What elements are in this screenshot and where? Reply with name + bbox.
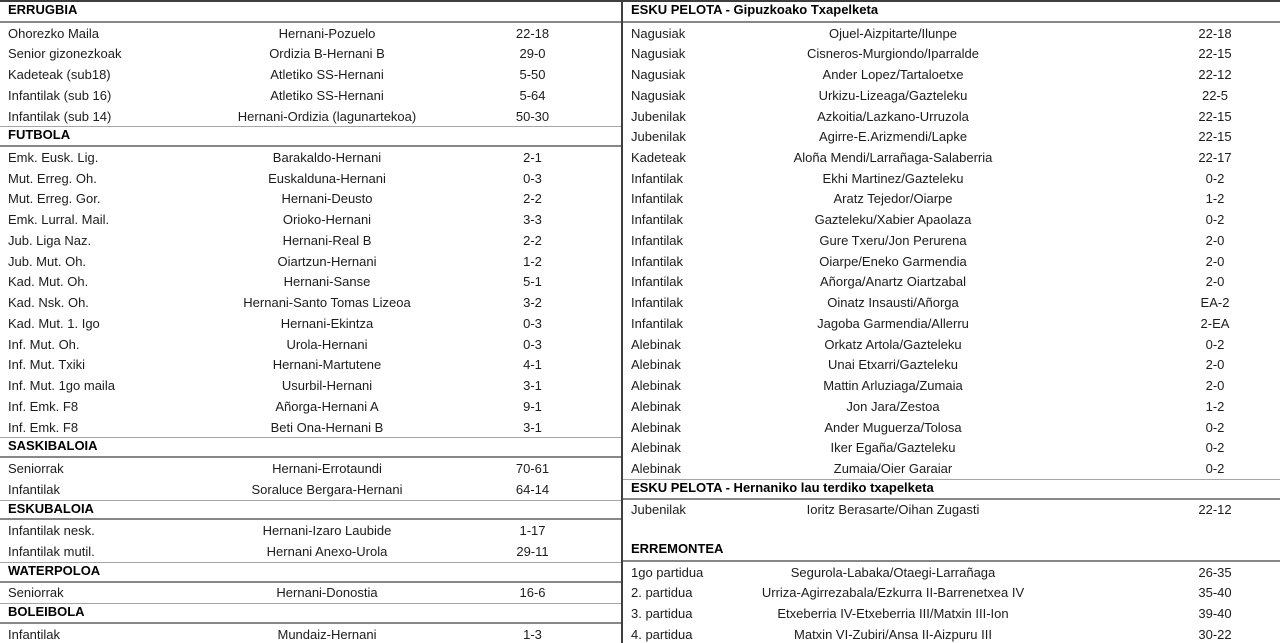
match-cell: Hernani-Real B: [282, 232, 372, 248]
category-cell: Mut. Erreg. Oh.: [8, 170, 97, 186]
category-cell: Nagusiak: [631, 46, 686, 62]
score-cell: 35-40: [1198, 585, 1232, 601]
table-row: [0, 624, 621, 643]
score-cell: 0-2: [1205, 212, 1225, 228]
category-cell: Inf. Emk. F8: [8, 398, 79, 414]
match-cell: Ekhi Martinez/Gazteleku: [822, 170, 964, 186]
category-cell: Mut. Erreg. Gor.: [8, 191, 101, 207]
category-cell: Jubenilak: [631, 502, 686, 518]
match-cell: Beti Ona-Hernani B: [270, 419, 384, 435]
category-cell: 4. partidua: [631, 626, 693, 642]
score-cell: 5-1: [523, 274, 542, 290]
category-cell: Infantilak: [631, 253, 684, 269]
category-cell: Jub. Mut. Oh.: [8, 253, 87, 269]
match-cell: Ander Muguerza/Tolosa: [824, 419, 962, 435]
section-title: BOLEIBOLA: [8, 604, 85, 620]
category-cell: Infantilak: [631, 315, 684, 331]
section-title: ERRUGBIA: [8, 2, 78, 17]
match-cell: Jagoba Garmendia/Allerru: [817, 315, 969, 331]
category-cell: Infantilak (sub 14): [8, 108, 112, 124]
table-row: [0, 251, 621, 272]
match-cell: Usurbil-Hernani: [281, 378, 373, 394]
category-cell: Infantilak: [631, 170, 684, 186]
match-cell: Hernani Anexo-Urola: [266, 543, 388, 559]
table-row: [623, 251, 1280, 272]
section-title: ESKUBALOIA: [8, 500, 94, 516]
category-cell: 3. partidua: [631, 606, 693, 622]
match-cell: Oiarpe/Eneko Garmendia: [819, 253, 967, 269]
table-row: [623, 603, 1280, 624]
match-cell: Añorga-Hernani A: [275, 398, 379, 414]
score-cell: 9-1: [523, 398, 542, 414]
score-cell: 0-3: [523, 170, 542, 186]
table-row: [0, 168, 621, 189]
table-row: [0, 292, 621, 313]
section-title: SASKIBALOIA: [8, 438, 98, 454]
category-cell: Infantilak: [631, 274, 684, 290]
score-cell: 3-3: [523, 212, 542, 228]
table-row: [623, 417, 1280, 438]
table-row: [0, 230, 621, 251]
category-cell: Seniorrak: [8, 585, 64, 601]
match-cell: Orkatz Artola/Gazteleku: [824, 336, 962, 352]
category-cell: Infantilak (sub 16): [8, 87, 112, 103]
category-cell: Ohorezko Maila: [8, 25, 100, 41]
table-row: [0, 189, 621, 210]
match-cell: Barakaldo-Hernani: [272, 150, 382, 165]
table-row: [0, 479, 621, 500]
score-cell: 29-11: [516, 543, 549, 559]
match-cell: Aratz Tejedor/Oiarpe: [833, 191, 953, 207]
match-cell: Mattin Arluziaga/Zumaia: [823, 378, 963, 394]
score-cell: 16-6: [519, 585, 546, 601]
match-cell: Soraluce Bergara-Hernani: [251, 481, 403, 497]
match-cell: Orioko-Hernani: [282, 212, 372, 228]
score-cell: 5-64: [519, 87, 546, 103]
score-cell: 3-2: [523, 295, 542, 311]
category-cell: Jubenilak: [631, 129, 686, 145]
table-row: [623, 354, 1280, 375]
score-cell: 22-15: [1198, 129, 1232, 145]
section-header: [0, 2, 621, 23]
score-cell: 22-18: [1198, 25, 1232, 41]
spacer-row: [623, 520, 1280, 541]
category-cell: Alebinak: [631, 398, 681, 414]
category-cell: Alebinak: [631, 419, 681, 435]
category-cell: Infantilak: [8, 481, 61, 497]
table-row: [623, 292, 1280, 313]
score-cell: 3-1: [523, 378, 542, 394]
category-cell: Kadeteak (sub18): [8, 67, 111, 83]
table-row: [0, 106, 621, 127]
match-cell: Hernani-Pozuelo: [278, 25, 376, 41]
score-cell: 1-2: [1205, 398, 1225, 414]
table-row: [0, 396, 621, 417]
match-cell: Urkizu-Lizeaga/Gazteleku: [818, 87, 968, 103]
category-cell: 1go partidua: [631, 564, 704, 580]
score-cell: 26-35: [1198, 564, 1232, 580]
category-cell: Senior gizonezkoak: [8, 46, 122, 62]
match-cell: Etxeberria IV-Etxeberria III/Matxin III-Ion: [777, 606, 1009, 622]
section-title: WATERPOLOA: [8, 562, 101, 578]
category-cell: Kadeteak: [631, 150, 686, 165]
score-cell: 2-0: [1205, 253, 1225, 269]
table-row: [623, 272, 1280, 293]
match-cell: Aloña Mendi/Larrañaga-Salaberria: [793, 150, 993, 165]
score-cell: 0-3: [523, 315, 542, 331]
table-row: [623, 500, 1280, 521]
match-cell: Iker Egaña/Gazteleku: [830, 440, 956, 456]
match-cell: Mundaiz-Hernani: [277, 626, 377, 642]
match-cell: Jon Jara/Zestoa: [846, 398, 940, 414]
table-row: [623, 313, 1280, 334]
score-cell: 0-2: [1205, 440, 1225, 456]
category-cell: Kad. Nsk. Oh.: [8, 295, 89, 311]
section-header: [0, 603, 621, 624]
match-cell: Oiartzun-Hernani: [277, 253, 377, 269]
table-row: [0, 541, 621, 562]
score-cell: 2-0: [1205, 232, 1225, 248]
score-cell: 1-2: [1205, 191, 1225, 207]
table-row: [623, 147, 1280, 168]
score-cell: 22-5: [1201, 87, 1229, 103]
table-row: [0, 64, 621, 85]
match-cell: Hernani-Errotaundi: [272, 461, 382, 477]
category-cell: Emk. Lurral. Mail.: [8, 212, 110, 228]
table-row: [623, 64, 1280, 85]
section-header: [0, 562, 621, 583]
category-cell: Alebinak: [631, 357, 681, 373]
score-cell: 22-17: [1198, 150, 1232, 165]
score-cell: 50-30: [515, 108, 550, 124]
score-cell: 22-15: [1198, 46, 1232, 62]
score-cell: 2-EA: [1200, 315, 1230, 331]
table-row: [0, 583, 621, 604]
table-row: [623, 189, 1280, 210]
match-cell: Hernani-Ordizia (lagunartekoa): [237, 108, 417, 124]
score-cell: 0-2: [1205, 336, 1225, 352]
category-cell: Inf. Mut. Txiki: [8, 357, 86, 373]
score-cell: 0-2: [1205, 461, 1225, 477]
table-row: [623, 106, 1280, 127]
left-results-table: [0, 0, 623, 643]
match-cell: Gazteleku/Xabier Apaolaza: [814, 212, 972, 228]
table-row: [623, 458, 1280, 479]
match-cell: Oinatz Insausti/Añorga: [827, 295, 959, 311]
score-cell: 30-22: [1198, 626, 1232, 642]
table-row: [623, 396, 1280, 417]
table-row: [623, 126, 1280, 147]
score-cell: 29-0: [519, 46, 546, 62]
score-cell: 70-61: [515, 461, 550, 477]
category-cell: Nagusiak: [631, 87, 686, 103]
match-cell: Gure Txeru/Jon Perurena: [819, 232, 967, 248]
score-cell: 22-15: [1198, 108, 1232, 124]
category-cell: Alebinak: [631, 440, 681, 456]
score-cell: 1-2: [523, 253, 542, 269]
score-cell: 0-3: [523, 336, 542, 352]
table-row: [0, 147, 621, 168]
table-row: [623, 230, 1280, 251]
table-row: [623, 43, 1280, 64]
score-cell: 3-1: [523, 419, 542, 435]
section-title: ESKU PELOTA - Hernaniko lau terdiko txapelketa: [631, 479, 934, 495]
section-header: [0, 500, 621, 521]
table-row: [0, 43, 621, 64]
section-header: [623, 479, 1280, 500]
table-row: [623, 334, 1280, 355]
score-cell: 2-2: [523, 232, 542, 248]
category-cell: Nagusiak: [631, 25, 686, 41]
table-row: [0, 520, 621, 541]
category-cell: Infantilak: [631, 191, 684, 207]
category-cell: Jub. Liga Naz.: [8, 232, 92, 248]
match-cell: Hernani-Donostia: [276, 585, 378, 601]
category-cell: Infantilak nesk.: [8, 523, 95, 539]
table-row: [623, 437, 1280, 458]
table-row: [0, 458, 621, 479]
match-cell: Ojuel-Aizpitarte/Ilunpe: [829, 25, 957, 41]
category-cell: 2. partidua: [631, 585, 693, 601]
category-cell: Infantilak: [631, 212, 684, 228]
match-cell: Unai Etxarri/Gazteleku: [827, 357, 959, 373]
table-row: [0, 334, 621, 355]
category-cell: Infantilak: [631, 295, 684, 311]
match-cell: Segurola-Labaka/Otaegi-Larrañaga: [790, 564, 996, 580]
match-cell: Hernani-Izaro Laubide: [262, 523, 392, 539]
table-row: [0, 375, 621, 396]
score-cell: 1-3: [523, 626, 542, 642]
score-cell: 22-12: [1198, 67, 1232, 83]
match-cell: Ordizia B-Hernani B: [269, 46, 385, 62]
match-cell: Hernani-Sanse: [283, 274, 371, 290]
category-cell: Infantilak: [8, 626, 61, 642]
score-cell: 2-0: [1205, 357, 1225, 373]
category-cell: Alebinak: [631, 336, 681, 352]
table-row: [0, 209, 621, 230]
section-title: ESKU PELOTA - Gipuzkoako Txapelketa: [631, 2, 879, 17]
section-header: [623, 541, 1280, 562]
category-cell: Inf. Emk. F8: [8, 419, 79, 435]
match-cell: Hernani-Martutene: [272, 357, 382, 373]
score-cell: 2-0: [1205, 378, 1225, 394]
match-cell: Hernani-Santo Tomas Lizeoa: [243, 295, 411, 311]
match-cell: Euskalduna-Hernani: [268, 170, 386, 186]
match-cell: Hernani-Ekintza: [280, 315, 374, 331]
match-cell: Cisneros-Murgiondo/Iparralde: [807, 46, 979, 62]
match-cell: Ander Lopez/Tartaloetxe: [822, 67, 964, 83]
score-cell: 5-50: [519, 67, 546, 83]
score-cell: 1-17: [519, 523, 546, 539]
table-row: [0, 417, 621, 438]
table-row: [623, 85, 1280, 106]
table-row: [623, 375, 1280, 396]
match-cell: Zumaia/Oier Garaiar: [833, 461, 953, 477]
category-cell: Alebinak: [631, 461, 681, 477]
table-row: [0, 272, 621, 293]
section-title: FUTBOLA: [8, 127, 71, 143]
match-cell: Matxin VI-Zubiri/Ansa II-Aizpuru III: [794, 626, 992, 642]
section-header: [623, 2, 1280, 23]
score-cell: 4-1: [523, 357, 542, 373]
score-cell: 22-12: [1198, 502, 1232, 518]
section-header: [0, 437, 621, 458]
section-header: [0, 126, 621, 147]
match-cell: Hernani-Deusto: [281, 191, 373, 207]
category-cell: Jubenilak: [631, 108, 686, 124]
right-results-table: [623, 0, 1280, 643]
score-cell: 0-2: [1205, 419, 1225, 435]
table-row: [623, 583, 1280, 604]
table-row: [0, 23, 621, 44]
table-row: [0, 85, 621, 106]
category-cell: Infantilak: [631, 232, 684, 248]
match-cell: Añorga/Anartz Oiartzabal: [820, 274, 966, 290]
score-cell: 2-1: [523, 150, 542, 165]
table-row: [623, 168, 1280, 189]
category-cell: Kad. Mut. Oh.: [8, 274, 89, 290]
table-row: [623, 23, 1280, 44]
score-cell: 2-2: [523, 191, 542, 207]
match-cell: Atletiko SS-Hernani: [270, 87, 384, 103]
category-cell: Nagusiak: [631, 67, 686, 83]
category-cell: Seniorrak: [8, 461, 64, 477]
score-cell: 22-18: [515, 25, 550, 41]
table-row: [623, 209, 1280, 230]
table-row: [0, 313, 621, 334]
match-cell: Atletiko SS-Hernani: [270, 67, 384, 83]
category-cell: Inf. Mut. 1go maila: [8, 378, 115, 394]
match-cell: Urriza-Agirrezabala/Ezkurra II-Barrenetxea IV: [761, 585, 1025, 601]
match-cell: Agirre-E.Arizmendi/Lapke: [818, 129, 968, 145]
table-row: [0, 354, 621, 375]
score-cell: EA-2: [1200, 295, 1230, 311]
score-cell: 0-2: [1205, 170, 1225, 186]
category-cell: Infantilak mutil.: [8, 543, 95, 559]
score-cell: 64-14: [515, 481, 550, 497]
table-row: [623, 562, 1280, 583]
score-cell: 39-40: [1198, 606, 1232, 622]
match-cell: Azkoitia/Lazkano-Urruzola: [817, 108, 969, 124]
match-cell: Ioritz Berasarte/Oihan Zugasti: [806, 502, 980, 518]
score-cell: 2-0: [1205, 274, 1225, 290]
category-cell: Inf. Mut. Oh.: [8, 336, 80, 352]
match-cell: Urola-Hernani: [286, 336, 368, 352]
category-cell: Kad. Mut. 1. Igo: [8, 315, 100, 331]
category-cell: Alebinak: [631, 378, 681, 394]
section-title: ERREMONTEA: [631, 541, 724, 557]
table-row: [623, 624, 1280, 643]
category-cell: Emk. Eusk. Lig.: [8, 150, 99, 165]
